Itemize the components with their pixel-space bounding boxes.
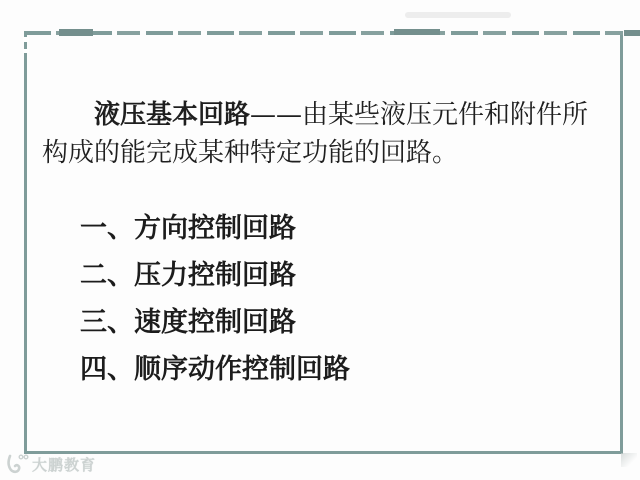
list-item-sequence-control: 四、顺序动作控制回路 [80, 354, 350, 385]
watermark-text: 大鹏教育 [32, 455, 97, 474]
border-artifact [59, 29, 93, 36]
list-item-speed-control: 三、速度控制回路 [80, 307, 296, 338]
border-artifact [624, 30, 640, 36]
definition-paragraph [42, 96, 602, 172]
border-artifact [394, 29, 440, 35]
watermark [5, 452, 96, 476]
circuit-list [80, 205, 560, 393]
list-item-direction-control: 一、方向控制回路 [80, 213, 296, 244]
corner-smudge-artifact [621, 453, 637, 467]
frame-top-dashed-border [24, 31, 623, 35]
border-gap-artifact [23, 49, 29, 53]
paw-bird-logo-icon [5, 453, 29, 475]
definition-term: 液压基本回路 [94, 100, 251, 130]
compression-artifact-bar [405, 12, 511, 18]
definition-body: ——由某些液压元件和附件所构成的能完成某种特定功能的回路。 [42, 100, 589, 168]
border-gap-artifact [23, 37, 29, 42]
list-item-pressure-control: 二、压力控制回路 [80, 260, 296, 291]
